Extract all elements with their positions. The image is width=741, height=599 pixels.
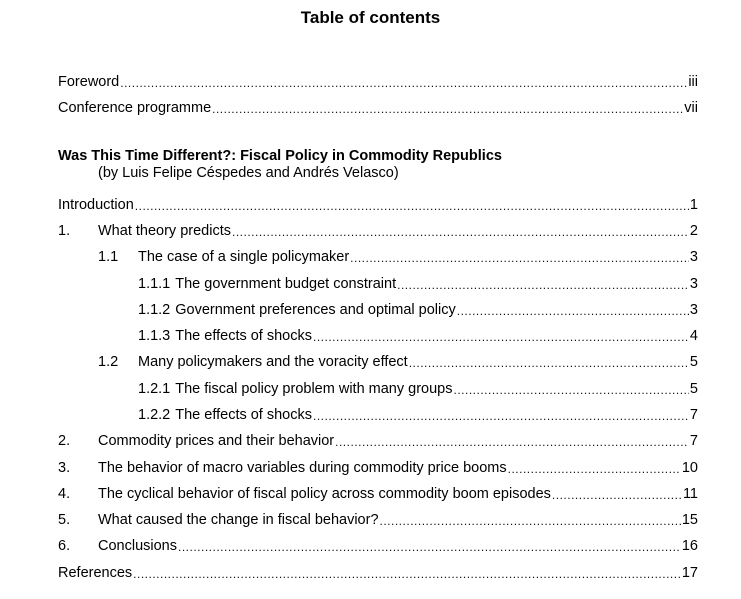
toc-entry-label: The case of a single policymaker: [138, 249, 350, 265]
toc-entry-references[interactable]: [58, 561, 698, 581]
toc-entry-label: Conference programme: [58, 100, 212, 116]
toc-entry-number: 1.1.1: [138, 276, 171, 292]
toc-entry-number: 1.2: [98, 354, 119, 370]
toc-entry-label: Commodity prices and their behavior: [98, 433, 335, 449]
toc-entry-page: 3: [689, 249, 698, 265]
dot-leader: [380, 514, 681, 528]
dot-leader: [232, 225, 689, 239]
section-heading: [58, 148, 502, 182]
toc-entry-number: 5.: [58, 512, 71, 528]
toc-entry-label: The behavior of macro variables during commodity price booms: [98, 460, 507, 476]
toc-entry-1-1-1[interactable]: [138, 272, 698, 292]
dot-leader: [350, 251, 689, 265]
dot-leader: [508, 462, 681, 476]
dot-leader: [457, 304, 689, 318]
toc-entry-label: Introduction: [58, 197, 134, 213]
toc-entry-label: The effects of shocks: [175, 328, 312, 344]
toc-entry-number: 1.: [58, 223, 71, 239]
toc-entry-4[interactable]: [58, 482, 698, 502]
toc-entry-label: Foreword: [58, 74, 120, 90]
section-title: Was This Time Different?: Fiscal Policy in Commodity Republics: [58, 148, 502, 164]
dot-leader: [133, 567, 681, 581]
toc-entry-page: 5: [689, 381, 698, 397]
dot-leader: [313, 409, 689, 423]
toc-entry-label: The cyclical behavior of fiscal policy across commodity boom episodes: [98, 486, 551, 502]
dot-leader: [178, 540, 681, 554]
toc-entry-introduction[interactable]: [58, 193, 698, 213]
toc-entry-page: 7: [689, 433, 698, 449]
dot-leader: [397, 278, 689, 292]
toc-entry-label: Many policymakers and the voracity effect: [138, 354, 408, 370]
dot-leader: [453, 383, 688, 397]
toc-entry-page: 3: [689, 276, 698, 292]
toc-entry-label: The effects of shocks: [175, 407, 312, 423]
dot-leader: [335, 435, 689, 449]
toc-entry-6[interactable]: [58, 534, 698, 554]
toc-entry-label: Government preferences and optimal policy: [175, 302, 456, 318]
toc-entry-1[interactable]: [58, 219, 698, 239]
toc-entry-5[interactable]: [58, 508, 698, 528]
toc-entry-page: 4: [689, 328, 698, 344]
toc-entry-page: iii: [688, 74, 698, 90]
toc-entry-3[interactable]: [58, 456, 698, 476]
toc-entry-page: 17: [681, 565, 698, 581]
toc-entry-1-1-2[interactable]: [138, 298, 698, 318]
dot-leader: [120, 76, 687, 90]
toc-entry-1-1[interactable]: [98, 245, 698, 265]
toc-entry-page: vii: [684, 100, 698, 116]
toc-entry-1-2[interactable]: [98, 350, 698, 370]
toc-entry-1-2-1[interactable]: [138, 377, 698, 397]
toc-entry-number: 3.: [58, 460, 71, 476]
toc-entry-page: 2: [689, 223, 698, 239]
toc-entry-page: 10: [681, 460, 698, 476]
toc-entry-label: The government budget constraint: [175, 276, 397, 292]
toc-entry-1-1-3[interactable]: [138, 324, 698, 344]
toc-entry-label: The fiscal policy problem with many groups: [175, 381, 453, 397]
toc-entry-number: 1.1: [98, 249, 119, 265]
toc-entry-label: What theory predicts: [98, 223, 231, 239]
toc-entry-number: 1.1.3: [138, 328, 171, 344]
dot-leader: [212, 102, 683, 116]
dot-leader: [313, 330, 689, 344]
toc-entry-foreword[interactable]: [58, 70, 698, 90]
page-title: Table of contents: [300, 8, 441, 27]
toc-entry-number: 4.: [58, 486, 71, 502]
toc-entry-number: 2.: [58, 433, 71, 449]
toc-entry-number: 1.2.1: [138, 381, 171, 397]
toc-entry-number: 6.: [58, 538, 71, 554]
toc-entry-number: 1.1.2: [138, 302, 171, 318]
toc-entry-conference-programme[interactable]: [58, 96, 698, 116]
dot-leader: [409, 356, 689, 370]
toc-entry-page: 11: [682, 486, 698, 502]
dot-leader: [135, 199, 689, 213]
section-authors: (by Luis Felipe Céspedes and Andrés Velasco): [98, 165, 399, 181]
toc-entry-2[interactable]: [58, 429, 698, 449]
toc-entry-label: Conclusions: [98, 538, 177, 554]
toc-entry-page: 16: [681, 538, 698, 554]
toc-entry-page: 7: [689, 407, 698, 423]
toc-entry-page: 3: [689, 302, 698, 318]
toc-entry-label: What caused the change in fiscal behavior?: [98, 512, 379, 528]
dot-leader: [552, 488, 682, 502]
toc-entry-page: 1: [689, 197, 698, 213]
toc-entry-page: 5: [689, 354, 698, 370]
toc-entry-1-2-2[interactable]: [138, 403, 698, 423]
toc-entry-page: 15: [681, 512, 698, 528]
toc-entry-number: 1.2.2: [138, 407, 171, 423]
toc-entry-label: References: [58, 565, 133, 581]
